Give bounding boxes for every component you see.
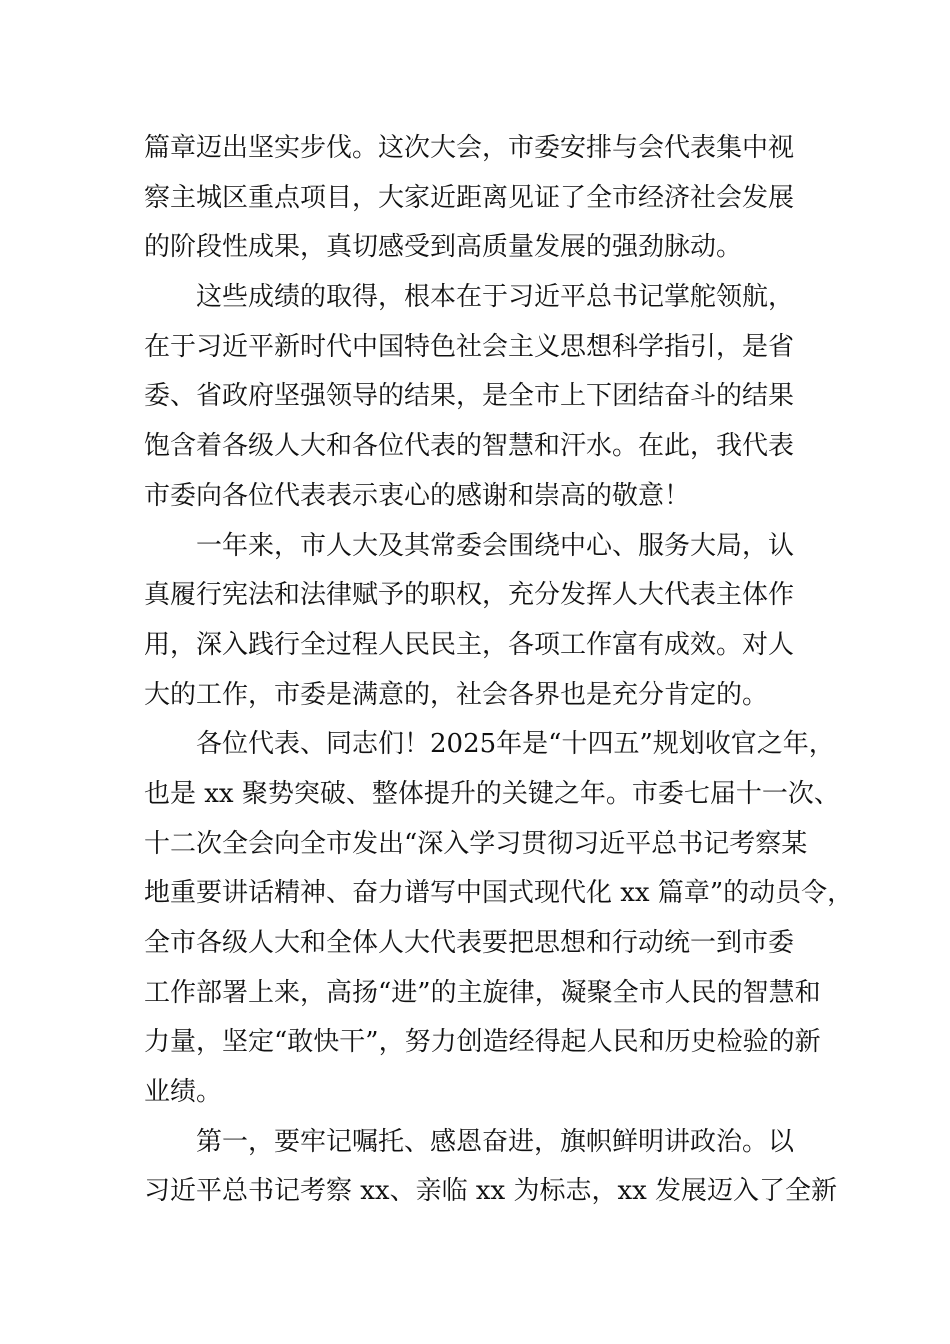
text-line: 察主城区重点项目，大家近距离见证了全市经济社会发展 — [144, 182, 795, 213]
paragraph-first-line: 这些成绩的取得，根本在于习近平总书记掌舵领航， — [196, 282, 795, 313]
text-line: 用，深入践行全过程人民民主，各项工作富有成效。对人 — [144, 629, 795, 660]
text-line: 真履行宪法和法律赋予的职权，充分发挥人大代表主体作 — [144, 580, 795, 611]
text-line: 地重要讲话精神、奋力谱写中国式现代化 xx 篇章”的动员令， — [144, 878, 854, 909]
text-line: 在于习近平新时代中国特色社会主义思想科学指引，是省 — [144, 331, 795, 362]
paragraph-first-line: 第一，要牢记嘱托、感恩奋进，旗帜鲜明讲政治。以 — [196, 1126, 795, 1157]
text-line: 习近平总书记考察 xx、亲临 xx 为标志，xx 发展迈入了全新 — [144, 1176, 838, 1207]
text-line: 的阶段性成果，真切感受到高质量发展的强劲脉动。 — [144, 232, 743, 263]
text-line: 也是 xx 聚势突破、整体提升的关键之年。市委七届十一次、 — [144, 778, 840, 809]
text-line: 大的工作，市委是满意的，社会各界也是充分肯定的。 — [144, 679, 769, 710]
text-line: 十二次全会向全市发出“深入学习贯彻习近平总书记考察某 — [144, 828, 808, 859]
text-line: 篇章迈出坚实步伐。这次大会，市委安排与会代表集中视 — [144, 133, 795, 163]
text-line: 委、省政府坚强领导的结果，是全市上下团结奋斗的结果 — [144, 381, 795, 412]
text-line: 力量，坚定“敢快干”，努力创造经得起人民和历史检验的新 — [144, 1027, 821, 1058]
text-line: 饱含着各级人大和各位代表的智慧和汗水。在此，我代表 — [144, 431, 795, 462]
paragraph-first-line: 一年来，市人大及其常委会围绕中心、服务大局，认 — [196, 530, 795, 561]
paragraph-first-line: 各位代表、同志们！2025年是“十四五”规划收官之年， — [196, 729, 835, 760]
text-line: 全市各级人大和全体人大代表要把思想和行动统一到市委 — [144, 928, 795, 958]
text-line: 业绩。 — [144, 1077, 223, 1108]
text-line: 市委向各位代表表示衷心的感谢和崇高的敬意！ — [144, 480, 691, 511]
text-line: 工作部署上来，高扬“进”的主旋律，凝聚全市人民的智慧和 — [144, 977, 821, 1008]
document-body — [144, 124, 854, 1217]
